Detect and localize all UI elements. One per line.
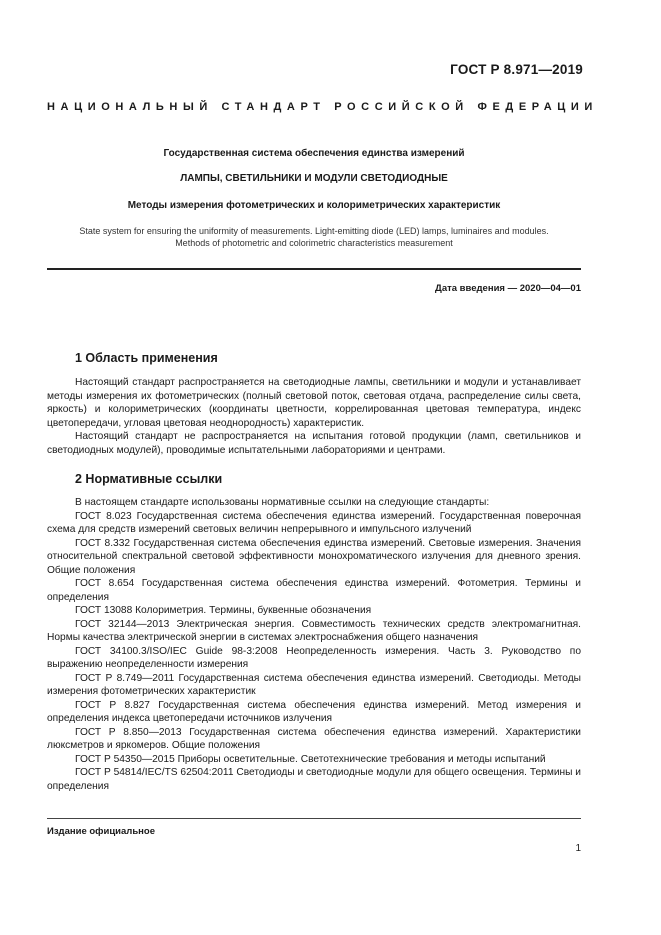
paragraph: В настоящем стандарте использованы нормативные ссылки на следующие стандарты: <box>75 497 490 508</box>
reference-item: ГОСТ Р 54814/IEC/TS 62504:2011 Светодиоды и светодиодные модули для общего освещения. Термины и определения <box>47 767 581 792</box>
reference-item: ГОСТ 34100.3/ISO/IEC Guide 98-3:2008 Неопределенность измерения. Часть 3. Руководство по выражению неопределенности измерения <box>47 645 581 670</box>
reference-item: ГОСТ Р 8.850—2013 Государственная система обеспечения единства измерений. Характеристики люксметров и яркомеров. Общие положения <box>47 726 581 751</box>
reference-item: ГОСТ 32144—2013 Электрическая энергия. Совместимость технических средств электромагнитная. Нормы качества электрической энергии в системах электроснабжения общего назначения <box>47 618 581 643</box>
introduction-date: Дата введения — 2020—04—01 <box>435 283 581 294</box>
document-number: ГОСТ Р 8.971—2019 <box>450 62 583 77</box>
subtitle: Методы измерения фотометрических и колориметрических характеристик <box>127 200 501 211</box>
section-1-heading: 1 Область применения <box>75 351 218 365</box>
national-standard-heading: НАЦИОНАЛЬНЫЙ СТАНДАРТ РОССИЙСКОЙ ФЕДЕРАЦИИ <box>47 101 598 113</box>
reference-item: ГОСТ 13088 Колориметрия. Термины, буквенные обозначения <box>75 605 372 616</box>
english-title-line-1: State system for ensuring the uniformity of measurements. Light-emitting diode (LED) lamps, luminaires and modules. <box>79 226 549 236</box>
reference-item: ГОСТ 8.023 Государственная система обеспечения единства измерений. Государственная поверочная схема для средств измерений световых величин непрерывного и импульсного излучений <box>47 510 581 535</box>
header-divider <box>47 268 581 270</box>
reference-item: ГОСТ Р 8.827 Государственная система обеспечения единства измерений. Метод измерения и определения индекса цветопередачи источников излучения <box>47 699 581 724</box>
paragraph: Настоящий стандарт распространяется на светодиодные лампы, светильники и модули и устанавливает методы измерения их фотометрических (полный световой поток, световая отдача, распределение силы света, яркость) и колориметрических (координаты цветности, коррелированная цветовая температура, индекс цветопередачи, угловая цветовая неоднородность) характеристик. <box>47 377 581 429</box>
page-number: 1 <box>575 843 581 854</box>
official-edition-label: Издание официальное <box>47 826 155 837</box>
section-2-body <box>47 496 581 793</box>
reference-item: ГОСТ Р 8.749—2011 Государственная система обеспечения единства измерений. Светодиоды. Методы измерения фотометрических характеристик <box>47 672 581 697</box>
footer-divider <box>47 818 581 819</box>
english-title-line-2: Methods of photometric and colorimetric characteristics measurement <box>175 237 453 248</box>
paragraph: Настоящий стандарт не распространяется на испытания готовой продукции (ламп, светильников и светодиодных модулей), проводимые испытательными лабораториями и центрами. <box>47 431 581 456</box>
reference-item: ГОСТ 8.332 Государственная система обеспечения единства измерений. Световые измерения. Значения относительной спектральной световой эффективности монохроматического излучения для дневного зрения. Общие положения <box>47 537 581 576</box>
main-title: ЛАМПЫ, СВЕТИЛЬНИКИ И МОДУЛИ СВЕТОДИОДНЫЕ <box>180 173 448 184</box>
system-title: Государственная система обеспечения единства измерений <box>163 148 465 159</box>
reference-item: ГОСТ Р 54350—2015 Приборы осветительные. Светотехнические требования и методы испытаний <box>75 753 546 765</box>
section-2-heading: 2 Нормативные ссылки <box>75 472 223 486</box>
section-1-body <box>47 376 581 457</box>
reference-item: ГОСТ 8.654 Государственная система обеспечения единства измерений. Фотометрия. Термины и определения <box>47 578 581 603</box>
english-title <box>47 226 581 249</box>
